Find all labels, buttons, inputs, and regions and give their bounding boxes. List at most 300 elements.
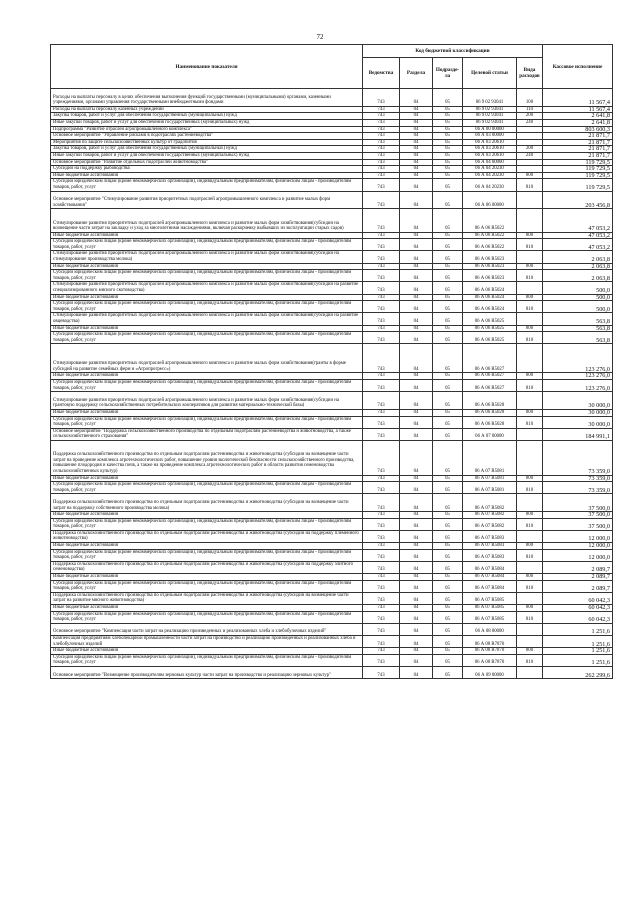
row-name: Основное мероприятие "Возмещение производителям зерновых культур части затрат на производство и реализацию зерновых культур": [51, 666, 363, 678]
row-vedomstvo: 743: [363, 209, 400, 232]
row-podrazdel: 05: [433, 179, 463, 191]
row-vid: [517, 666, 543, 678]
row-vid: [517, 209, 543, 232]
row-podrazdel: 05: [433, 325, 463, 332]
row-vedomstvo: 743: [363, 379, 400, 391]
row-podrazdel: 05: [433, 494, 463, 512]
table-row: [51, 239, 613, 251]
row-vedomstvo: 743: [363, 179, 400, 191]
row-razdel: 04: [400, 166, 433, 173]
row-name: Субсидии юридическим лицам (кроме некоммерческих организаций), индивидуальным предпринимателям, физическим лицам - производителям товаров, работ, услуг: [51, 549, 363, 561]
row-podrazdel: 05: [433, 113, 463, 120]
row-razdel: 04: [400, 530, 433, 542]
row-name: Поддержка сельскохозяйственного производства по отдельным подотраслям растениеводства и животноводства (субсидии на возмещение части затрат на проведение комплекса агротехнологических работ, повышение уровня экологической безопасности сельскохозяйственного производства, повышение плодородия и качества почв, а также на проведение комплекса агротехнологических работ в области развития семеноводства сельскохозяйственных культур): [51, 440, 363, 475]
table-row: [51, 530, 613, 542]
header-podrazdel: Подразде- ла: [433, 58, 463, 89]
row-razdel: 04: [400, 301, 433, 313]
row-razdel: 04: [400, 605, 433, 612]
row-vedomstvo: 743: [363, 592, 400, 604]
row-name: Иные закупки товаров, работ и услуг для обеспечения государственных (муниципальных) нужд: [51, 152, 363, 159]
row-sum: 2 063,8: [543, 270, 613, 282]
row-vid: 810: [517, 654, 543, 666]
row-name: Иные бюджетные ассигнования: [51, 574, 363, 581]
row-razdel: 04: [400, 373, 433, 380]
row-vid: 810: [517, 549, 543, 561]
row-sum: 119 729,5: [543, 179, 613, 191]
row-sum: 37 500,0: [543, 512, 613, 519]
row-name: Иные бюджетные ассигнования: [51, 294, 363, 301]
row-podrazdel: 05: [433, 635, 463, 647]
row-vid: 810: [517, 179, 543, 191]
row-podrazdel: 05: [433, 166, 463, 173]
row-vedomstvo: 743: [363, 344, 400, 373]
row-target: 06 А 00 00000: [463, 126, 517, 133]
row-podrazdel: 05: [433, 543, 463, 550]
row-razdel: 04: [400, 159, 433, 166]
row-target: 06 А 07 R5085: [463, 605, 517, 612]
row-podrazdel: 05: [433, 409, 463, 416]
row-target: 06 А 07 R5084: [463, 561, 517, 573]
row-sum: 47 053,2: [543, 239, 613, 251]
row-sum: 563,8: [543, 313, 613, 325]
row-name: Стимулирование развития приоритетных подотраслей агропромышленного комплекса и развитие малых форм хозяйствования(субсидии на развитие специализированного мясного скотоводства): [51, 282, 363, 294]
row-podrazdel: 05: [433, 106, 463, 113]
row-name: Субсидии юридическим лицам (кроме некоммерческих организаций), индивидуальным предпринимателям, физическим лицам - производителям товаров, работ, услуг: [51, 332, 363, 344]
row-name: Субсидии юридическим лицам (кроме некоммерческих организаций), индивидуальным предпринимателям, физическим лицам - производителям товаров, работ, услуг: [51, 179, 363, 191]
row-target: 06 А 06 R5024: [463, 301, 517, 313]
row-target: 06 9 02 93041: [463, 119, 517, 126]
row-sum: 47 053,2: [543, 209, 613, 232]
row-target: 06 А 06 R5023: [463, 251, 517, 263]
row-razdel: 04: [400, 179, 433, 191]
header-razdel: Раздела: [400, 58, 433, 89]
row-sum: 1 251,6: [543, 635, 613, 647]
row-vedomstvo: 743: [363, 530, 400, 542]
row-target: 06 А 04 00000: [463, 159, 517, 166]
row-razdel: 04: [400, 549, 433, 561]
table-row: [51, 592, 613, 604]
row-vedomstvo: 743: [363, 574, 400, 581]
table-row: [51, 379, 613, 391]
row-vedomstvo: 743: [363, 166, 400, 173]
table-row: [51, 89, 613, 107]
row-vid: 810: [517, 482, 543, 494]
row-vid: 800: [517, 294, 543, 301]
row-vedomstvo: 743: [363, 89, 400, 107]
row-target: 06 А 06 R5022: [463, 239, 517, 251]
row-sum: 47 053,2: [543, 232, 613, 239]
row-target: 06 А 07 R5085: [463, 592, 517, 604]
table-row: [51, 172, 613, 179]
table-row: [51, 373, 613, 380]
row-podrazdel: 05: [433, 89, 463, 107]
table-row: [51, 518, 613, 530]
table-row: [51, 166, 613, 173]
row-razdel: 04: [400, 113, 433, 120]
row-vid: [517, 191, 543, 209]
row-razdel: 04: [400, 482, 433, 494]
row-sum: 123 276,0: [543, 344, 613, 373]
row-target: 06 А 07 R5082: [463, 518, 517, 530]
row-vedomstvo: 743: [363, 543, 400, 550]
table-row: [51, 251, 613, 263]
row-sum: 119 729,5: [543, 159, 613, 166]
row-sum: 2 063,8: [543, 263, 613, 270]
row-razdel: 04: [400, 392, 433, 410]
row-name: Иные бюджетные ассигнования: [51, 172, 363, 179]
row-vedomstvo: 743: [363, 106, 400, 113]
row-vedomstvo: 743: [363, 325, 400, 332]
row-vid: 810: [517, 518, 543, 530]
row-vid: 800: [517, 232, 543, 239]
row-target: 06 А 06 R5028: [463, 416, 517, 428]
row-vedomstvo: 743: [363, 605, 400, 612]
row-name: Иные бюджетные ассигнования: [51, 605, 363, 612]
row-podrazdel: 05: [433, 580, 463, 592]
row-sum: 73 359,0: [543, 475, 613, 482]
row-vid: 810: [517, 301, 543, 313]
row-vedomstvo: 743: [363, 232, 400, 239]
row-target: 06 А 07 R5081: [463, 482, 517, 494]
row-target: 06 А 07 R5082: [463, 512, 517, 519]
table-row: [51, 428, 613, 440]
table-row: [51, 475, 613, 482]
row-vedomstvo: 743: [363, 301, 400, 313]
row-razdel: 04: [400, 89, 433, 107]
table-row: [51, 512, 613, 519]
row-razdel: 04: [400, 152, 433, 159]
row-vedomstvo: 743: [363, 126, 400, 133]
row-name: Закупка товаров, работ и услуг для обеспечения государственных (муниципальных) нужд: [51, 113, 363, 120]
row-vedomstvo: 743: [363, 580, 400, 592]
row-target: 06 А 09 00000: [463, 666, 517, 678]
row-vedomstvo: 743: [363, 152, 400, 159]
row-razdel: 04: [400, 139, 433, 146]
row-podrazdel: 05: [433, 416, 463, 428]
row-target: 06 А 03 20610: [463, 139, 517, 146]
row-sum: 21 871,7: [543, 133, 613, 140]
table-row: [51, 232, 613, 239]
row-razdel: 04: [400, 191, 433, 209]
row-sum: 12 000,0: [543, 543, 613, 550]
row-name: Иные бюджетные ассигнования: [51, 543, 363, 550]
row-name: Иные бюджетные ассигнования: [51, 475, 363, 482]
row-name: Иные бюджетные ассигнования: [51, 512, 363, 519]
table-row: [51, 654, 613, 666]
table-row: [51, 623, 613, 635]
row-vid: 810: [517, 332, 543, 344]
row-sum: 2 089,7: [543, 580, 613, 592]
row-razdel: 04: [400, 325, 433, 332]
row-vedomstvo: 743: [363, 666, 400, 678]
row-razdel: 04: [400, 126, 433, 133]
row-name: Субсидии юридическим лицам (кроме некоммерческих организаций), индивидуальным предпринимателям, физическим лицам - производителям товаров, работ, услуг: [51, 580, 363, 592]
row-sum: 73 359,0: [543, 482, 613, 494]
row-name: Поддержка сельскохозяйственного производства по отдельным подотраслям растениеводства и животноводства (субсидии на поддержку племенного животноводства): [51, 530, 363, 542]
row-vedomstvo: 743: [363, 440, 400, 475]
row-name: Иные бюджетные ассигнования: [51, 648, 363, 655]
row-podrazdel: 05: [433, 239, 463, 251]
table-row: [51, 648, 613, 655]
row-name: Субсидии юридическим лицам (кроме некоммерческих организаций), индивидуальным предпринимателям, физическим лицам - производителям товаров, работ, услуг: [51, 379, 363, 391]
row-vedomstvo: 743: [363, 373, 400, 380]
table-row: [51, 301, 613, 313]
row-vid: 200: [517, 113, 543, 120]
row-name: Подпрограмма "Развитие отраслей агропромышленного комплекса": [51, 126, 363, 133]
table-row: [51, 119, 613, 126]
row-razdel: 04: [400, 580, 433, 592]
row-vedomstvo: 743: [363, 270, 400, 282]
row-name: Иные бюджетные ассигнования: [51, 232, 363, 239]
header-classification: Код бюджетной классификации: [363, 45, 543, 58]
row-sum: 203 456,8: [543, 191, 613, 209]
row-vedomstvo: 743: [363, 251, 400, 263]
row-name: Субсидии юридическим лицам (кроме некоммерческих организаций), индивидуальным предпринимателям, физическим лицам - производителям товаров, работ, услуг: [51, 654, 363, 666]
row-podrazdel: 05: [433, 392, 463, 410]
row-sum: 60 042,3: [543, 605, 613, 612]
row-vedomstvo: 743: [363, 159, 400, 166]
row-vedomstvo: 743: [363, 392, 400, 410]
row-target: 06 А 06 R5028: [463, 409, 517, 416]
row-vid: [517, 166, 543, 173]
row-sum: 2 089,7: [543, 574, 613, 581]
row-vid: 810: [517, 239, 543, 251]
row-razdel: 04: [400, 543, 433, 550]
table-row: [51, 580, 613, 592]
row-vid: [517, 133, 543, 140]
table-row: [51, 482, 613, 494]
row-podrazdel: 05: [433, 530, 463, 542]
row-podrazdel: 05: [433, 440, 463, 475]
row-vedomstvo: 743: [363, 561, 400, 573]
row-razdel: 04: [400, 623, 433, 635]
row-razdel: 04: [400, 146, 433, 153]
row-sum: 123 276,0: [543, 379, 613, 391]
table-row: [51, 494, 613, 512]
row-razdel: 04: [400, 561, 433, 573]
row-name: Стимулирование развития приоритетных подотраслей агропромышленного комплекса и развитие малых форм хозяйствования(субсидии на развитие овцеводства): [51, 313, 363, 325]
row-target: 06 А 07 R5083: [463, 549, 517, 561]
table-row: [51, 294, 613, 301]
row-name: Основное мероприятие "Компенсация части затрат на реализацию произведенных и реализованных хлеба и хлебобулочных изделий": [51, 623, 363, 635]
row-razdel: 04: [400, 416, 433, 428]
header-target: Целевой статьи: [463, 58, 517, 89]
row-sum: 30 000,0: [543, 392, 613, 410]
row-vedomstvo: 743: [363, 623, 400, 635]
row-podrazdel: 05: [433, 574, 463, 581]
row-razdel: 04: [400, 251, 433, 263]
row-vid: [517, 139, 543, 146]
row-name: Субсидии на поддержку рыбоводства: [51, 166, 363, 173]
row-podrazdel: 05: [433, 251, 463, 263]
row-target: 06 А 07 R5081: [463, 440, 517, 475]
table-row: [51, 106, 613, 113]
row-podrazdel: 05: [433, 605, 463, 612]
row-podrazdel: 05: [433, 119, 463, 126]
row-razdel: 04: [400, 332, 433, 344]
row-vid: 800: [517, 543, 543, 550]
row-vid: 800: [517, 409, 543, 416]
row-podrazdel: 05: [433, 126, 463, 133]
row-sum: 500,0: [543, 282, 613, 294]
row-podrazdel: 05: [433, 172, 463, 179]
row-target: 06 А 03 00000: [463, 133, 517, 140]
table-row: [51, 409, 613, 416]
row-vedomstvo: 743: [363, 332, 400, 344]
row-vedomstvo: 743: [363, 611, 400, 623]
row-vid: [517, 251, 543, 263]
row-sum: 2 089,7: [543, 561, 613, 573]
row-name: Основное мероприятие "Управление рисками в подотраслях растениеводства": [51, 133, 363, 140]
row-target: 06 А 07 R5083: [463, 543, 517, 550]
row-sum: 60 042,3: [543, 611, 613, 623]
row-target: 06 А 04 20230: [463, 166, 517, 173]
row-razdel: 04: [400, 494, 433, 512]
row-target: 06 А 06 R5023: [463, 270, 517, 282]
table-row: [51, 159, 613, 166]
row-podrazdel: 05: [433, 379, 463, 391]
row-podrazdel: 05: [433, 313, 463, 325]
row-name: Стимулирование развития приоритетных подотраслей агропромышленного комплекса и развитие малых форм хозяйствования(субсидии на возмещение части затрат на закладку и уход за многолетними насаждениями, включая раскорчевку выбывших из эксплуатации старых садов): [51, 209, 363, 232]
row-sum: 30 000,0: [543, 416, 613, 428]
row-razdel: 04: [400, 475, 433, 482]
row-vid: 240: [517, 119, 543, 126]
table-row: [51, 666, 613, 678]
row-vid: 800: [517, 263, 543, 270]
row-target: 06 9 02 93041: [463, 113, 517, 120]
row-vid: [517, 440, 543, 475]
row-vedomstvo: 743: [363, 416, 400, 428]
row-sum: 1 251,6: [543, 648, 613, 655]
row-target: 06 А 06 R5025: [463, 313, 517, 325]
table-row: [51, 152, 613, 159]
table-row: [51, 635, 613, 647]
table-row: [51, 543, 613, 550]
row-name: Компенсация предприятиям хлебопекарной промышленности части затрат на производство и реализацию произведенных и реализованных хлеба и хлебобулочных изделий: [51, 635, 363, 647]
table-body: [51, 89, 613, 679]
row-vid: 810: [517, 611, 543, 623]
row-name: Субсидии юридическим лицам (кроме некоммерческих организаций), индивидуальным предпринимателям, физическим лицам - производителям товаров, работ, услуг: [51, 518, 363, 530]
row-podrazdel: 05: [433, 475, 463, 482]
row-razdel: 04: [400, 440, 433, 475]
row-target: 06 А 06 R5025: [463, 325, 517, 332]
row-vedomstvo: 743: [363, 282, 400, 294]
row-podrazdel: 05: [433, 263, 463, 270]
row-sum: 21 871,7: [543, 146, 613, 153]
row-razdel: 04: [400, 133, 433, 140]
row-name: Закупка товаров, работ и услуг для обеспечения государственных (муниципальных) нужд: [51, 146, 363, 153]
row-podrazdel: 05: [433, 209, 463, 232]
row-vid: [517, 561, 543, 573]
row-target: 06 А 06 R5024: [463, 282, 517, 294]
row-razdel: 04: [400, 512, 433, 519]
header-execution: Кассовое исполнение: [543, 45, 613, 89]
row-name: Основное мероприятие "Стимулирование развития приоритетных подотраслей агропромышленного комплекса и развитие малых форм хозяйствования": [51, 191, 363, 209]
row-razdel: 04: [400, 648, 433, 655]
row-sum: 184 991,1: [543, 428, 613, 440]
row-sum: 1 251,6: [543, 623, 613, 635]
table-row: [51, 133, 613, 140]
row-sum: 500,0: [543, 294, 613, 301]
row-name: Расходы на выплаты персоналу в целях обеспечения выполнения функций государственными (муниципальными) органами, казенными учреждениями, органами управления государственными внебюджетными фондами: [51, 89, 363, 107]
row-name: Поддержка сельскохозяйственного производства по отдельным подотраслям растениеводства и животноводства (субсидии на возмещение части затрат на поддержку собственного производства молока): [51, 494, 363, 512]
row-vedomstvo: 743: [363, 518, 400, 530]
table-row: [51, 113, 613, 120]
row-target: 06 А 06 R5025: [463, 332, 517, 344]
row-sum: 37 500,0: [543, 494, 613, 512]
table-row: [51, 282, 613, 294]
row-sum: 11 567,4: [543, 89, 613, 107]
row-name: Иные бюджетные ассигнования: [51, 325, 363, 332]
table-row: [51, 139, 613, 146]
row-vedomstvo: 743: [363, 113, 400, 120]
row-target: 06 9 02 93041: [463, 106, 517, 113]
row-name: Основное мероприятие "Развитие отдельных подотраслей животноводства": [51, 159, 363, 166]
row-vedomstvo: 743: [363, 549, 400, 561]
row-sum: 563,8: [543, 325, 613, 332]
row-vid: [517, 592, 543, 604]
row-name: Мероприятия по защите сельскохозяйственных культур от градобития: [51, 139, 363, 146]
row-name: Иные бюджетные ассигнования: [51, 263, 363, 270]
row-podrazdel: 05: [433, 282, 463, 294]
row-razdel: 04: [400, 232, 433, 239]
row-vedomstvo: 743: [363, 139, 400, 146]
row-vid: 800: [517, 172, 543, 179]
row-vid: 810: [517, 580, 543, 592]
row-razdel: 04: [400, 263, 433, 270]
row-vedomstvo: 743: [363, 263, 400, 270]
row-vedomstvo: 743: [363, 409, 400, 416]
table-row: [51, 191, 613, 209]
row-sum: 2 641,8: [543, 113, 613, 120]
table-row: [51, 263, 613, 270]
row-vid: 800: [517, 512, 543, 519]
row-name: Расходы на выплаты персоналу казенных учреждений: [51, 106, 363, 113]
row-vedomstvo: 743: [363, 648, 400, 655]
row-podrazdel: 05: [433, 152, 463, 159]
row-name: Иные закупки товаров, работ и услуг для обеспечения государственных (муниципальных) нужд: [51, 119, 363, 126]
row-vid: 200: [517, 146, 543, 153]
table-row: [51, 440, 613, 475]
row-target: 06 А 04 20230: [463, 179, 517, 191]
row-vedomstvo: 743: [363, 482, 400, 494]
row-target: 06 А 06 R5027: [463, 344, 517, 373]
table-row: [51, 344, 613, 373]
row-target: 06 А 06 00000: [463, 191, 517, 209]
row-vid: 110: [517, 106, 543, 113]
row-vid: [517, 494, 543, 512]
row-sum: 73 359,0: [543, 440, 613, 475]
row-target: 06 А 06 R5022: [463, 209, 517, 232]
table-row: [51, 179, 613, 191]
row-target: 06 А 08 R7870: [463, 635, 517, 647]
row-podrazdel: 05: [433, 623, 463, 635]
row-razdel: 04: [400, 209, 433, 232]
row-podrazdel: 05: [433, 133, 463, 140]
row-target: 06 А 06 R5027: [463, 373, 517, 380]
row-vedomstvo: 743: [363, 475, 400, 482]
row-sum: 11 567,4: [543, 106, 613, 113]
row-podrazdel: 05: [433, 301, 463, 313]
row-podrazdel: 05: [433, 294, 463, 301]
row-vid: 800: [517, 648, 543, 655]
header-name: Наименование показателя: [51, 45, 363, 89]
row-name: Стимулирование развития приоритетных подотраслей агропромышленного комплекса и развитие малых форм хозяйствования(гранты в форме субсидий на развитие семейных ферм и «Агропрогресс»): [51, 344, 363, 373]
table-row: [51, 332, 613, 344]
row-vid: 100: [517, 89, 543, 107]
row-vid: [517, 313, 543, 325]
row-sum: 119 729,5: [543, 166, 613, 173]
